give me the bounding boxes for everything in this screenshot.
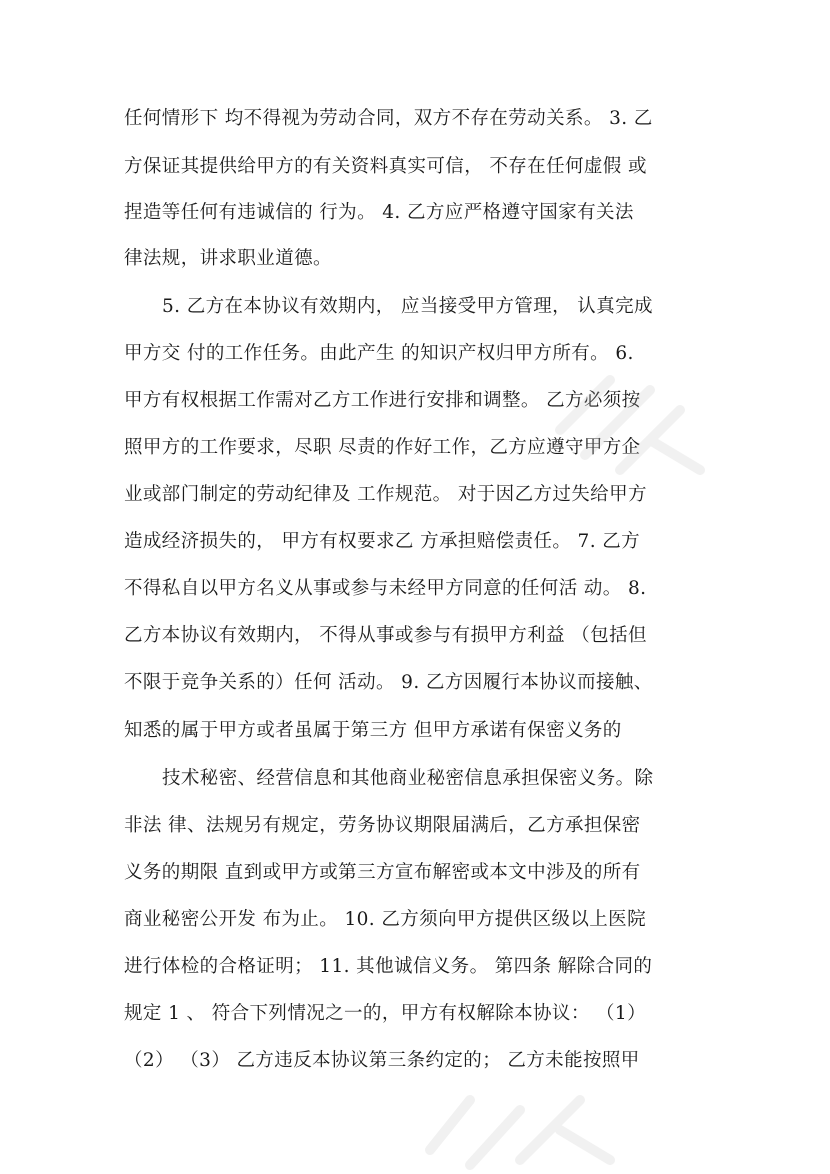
text-line: 律法规，讲求职业道德。 [124,248,332,269]
text-line: 甲方有权根据工作需对乙方工作进行安排和调整。 乙方必须按 [124,390,641,411]
text-line: 进行体检的合格证明； 11. 其他诚信义务。 第四条 解除合同的 [124,956,653,977]
text-line: 非法 律、法规另有规定，劳务协议期限届满后，乙方承担保密 [124,815,641,836]
text-line: 不限于竞争关系的）任何 活动。 9. 乙方因履行本协议而接触、 [124,672,653,693]
text-line: 方保证其提供给甲方的有关资料真实可信， 不存在任何虚假 或 [124,156,647,177]
text-line: 乙方本协议有效期内， 不得从事或参与有损甲方利益 （包括但 [124,625,647,646]
text-line: 知悉的属于甲方或者虽属于第三方 但甲方承诺有保密义务的 [124,720,622,741]
text-line: 技术秘密、经营信息和其他商业秘密信息承担保密义务。除 [162,768,654,789]
text-line: 5. 乙方在本协议有效期内， 应当接受甲方管理， 认真完成 [162,296,653,317]
text-line: （2） （3） 乙方违反本协议第三条约定的； 乙方未能按照甲 [124,1050,640,1071]
text-line: 造成经济损失的， 甲方有权要求乙 方承担赔偿责任。 7. 乙方 [124,531,641,552]
text-line: 甲方交 付的工作任务。由此产生 的知识产权归甲方所有。 6. [124,343,634,364]
text-line: 照甲方的工作要求，尽职 尽责的作好工作，乙方应遵守甲方企 [124,437,641,458]
text-line: 捏造等任何有违诚信的 行为。 4. 乙方应严格遵守国家有关法 [124,202,634,223]
text-line: 商业秘密公开发 布为止。 10. 乙方须向甲方提供区级以上医院 [124,909,646,930]
text-line: 任何情形下 均不得视为劳动合同，双方不存在劳动关系。 3. 乙 [124,108,653,129]
text-line: 义务的期限 直到或甲方或第三方宣布解密或本文中涉及的所有 [124,862,641,883]
text-line: 业或部门制定的劳动纪律及 工作规范。 对于因乙方过失给甲方 [124,484,647,505]
text-line: 不得私自以甲方名义从事或参与未经甲方同意的任何活 动。 8. [124,578,647,599]
text-line: 规定 1 、 符合下列情况之一的，甲方有权解除本协议： （1） [124,1003,646,1024]
